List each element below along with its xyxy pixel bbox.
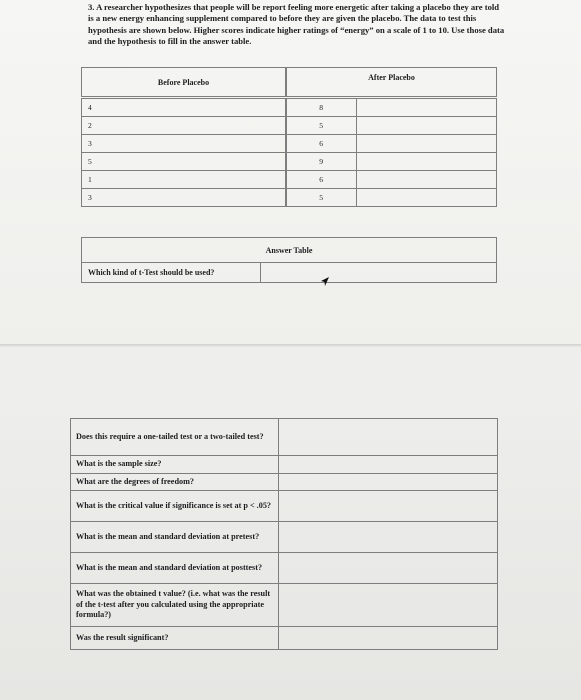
question-cell: What is the mean and standard deviation at pretest?: [71, 522, 279, 553]
empty-cell: [356, 99, 496, 117]
before-placebo-header: Before Placebo: [82, 68, 286, 97]
table-row: [71, 456, 498, 474]
table-row: [82, 189, 497, 207]
empty-cell: [356, 153, 496, 171]
answer-cell[interactable]: [279, 491, 498, 522]
empty-cell: [356, 135, 496, 153]
after-value: 6: [286, 171, 356, 189]
before-value: 2: [82, 117, 286, 135]
answer-cell[interactable]: [279, 419, 498, 456]
answer-cell[interactable]: [279, 553, 498, 584]
before-value: 1: [82, 171, 286, 189]
answer-cell[interactable]: [279, 522, 498, 553]
page-fold: [0, 344, 581, 347]
after-value: 9: [286, 153, 356, 171]
table-row: [71, 491, 498, 522]
after-value: 6: [286, 135, 356, 153]
question-cell: What are the degrees of freedom?: [71, 473, 279, 491]
answer-cell[interactable]: [279, 584, 498, 627]
answer-table-title: Answer Table: [82, 238, 497, 263]
questions-table: [70, 418, 498, 650]
table-row: [71, 627, 498, 650]
before-value: 5: [82, 153, 286, 171]
table-row: [71, 522, 498, 553]
data-table: [81, 67, 497, 97]
before-value: 3: [82, 189, 286, 207]
table-row: [82, 171, 497, 189]
question-cell: What is the mean and standard deviation at posttest?: [71, 553, 279, 584]
table-row: [82, 117, 497, 135]
question-cell: What is the critical value if significance is set at p < .05?: [71, 491, 279, 522]
data-values-table: [81, 98, 497, 207]
question-cell: What is the sample size?: [71, 456, 279, 474]
empty-cell: [356, 189, 496, 207]
after-value: 8: [286, 99, 356, 117]
after-placebo-header: After Placebo: [287, 68, 497, 97]
question-cell: Does this require a one-tailed test or a two-tailed test?: [71, 419, 279, 456]
before-value: 3: [82, 135, 286, 153]
empty-cell: [356, 117, 496, 135]
question-cell: What was the obtained t value? (i.e. what was the result of the t-test after you calculated using the appropriate formula?): [71, 584, 279, 627]
answer-table: [81, 237, 497, 283]
table-row: [82, 99, 497, 117]
table-row: [71, 419, 498, 456]
question-text: 3. A researcher hypothesizes that people will be report feeling more energetic after taking a placebo they are told is a new energy enhancing supplement compared to before they are given the placebo. The data to test this hypothesis are shown below. Higher scores indicate higher ratings of “energy” on a scale of 1 to 10. Use those data and the hypothesis to fill in the answer table.: [88, 2, 505, 47]
empty-cell: [356, 171, 496, 189]
table-row: [82, 135, 497, 153]
table-row: [71, 584, 498, 627]
question-cell: Was the result significant?: [71, 627, 279, 650]
ttest-type-question: Which kind of t-Test should be used?: [82, 263, 261, 283]
ttest-type-answer-cell[interactable]: [260, 263, 497, 283]
after-value: 5: [286, 117, 356, 135]
table-row: [82, 153, 497, 171]
mouse-cursor-icon: [318, 276, 330, 288]
table-row: [71, 553, 498, 584]
answer-cell[interactable]: [279, 627, 498, 650]
answer-cell[interactable]: [279, 456, 498, 474]
before-value: 4: [82, 99, 286, 117]
after-value: 5: [286, 189, 356, 207]
table-row: [71, 473, 498, 491]
answer-cell[interactable]: [279, 473, 498, 491]
